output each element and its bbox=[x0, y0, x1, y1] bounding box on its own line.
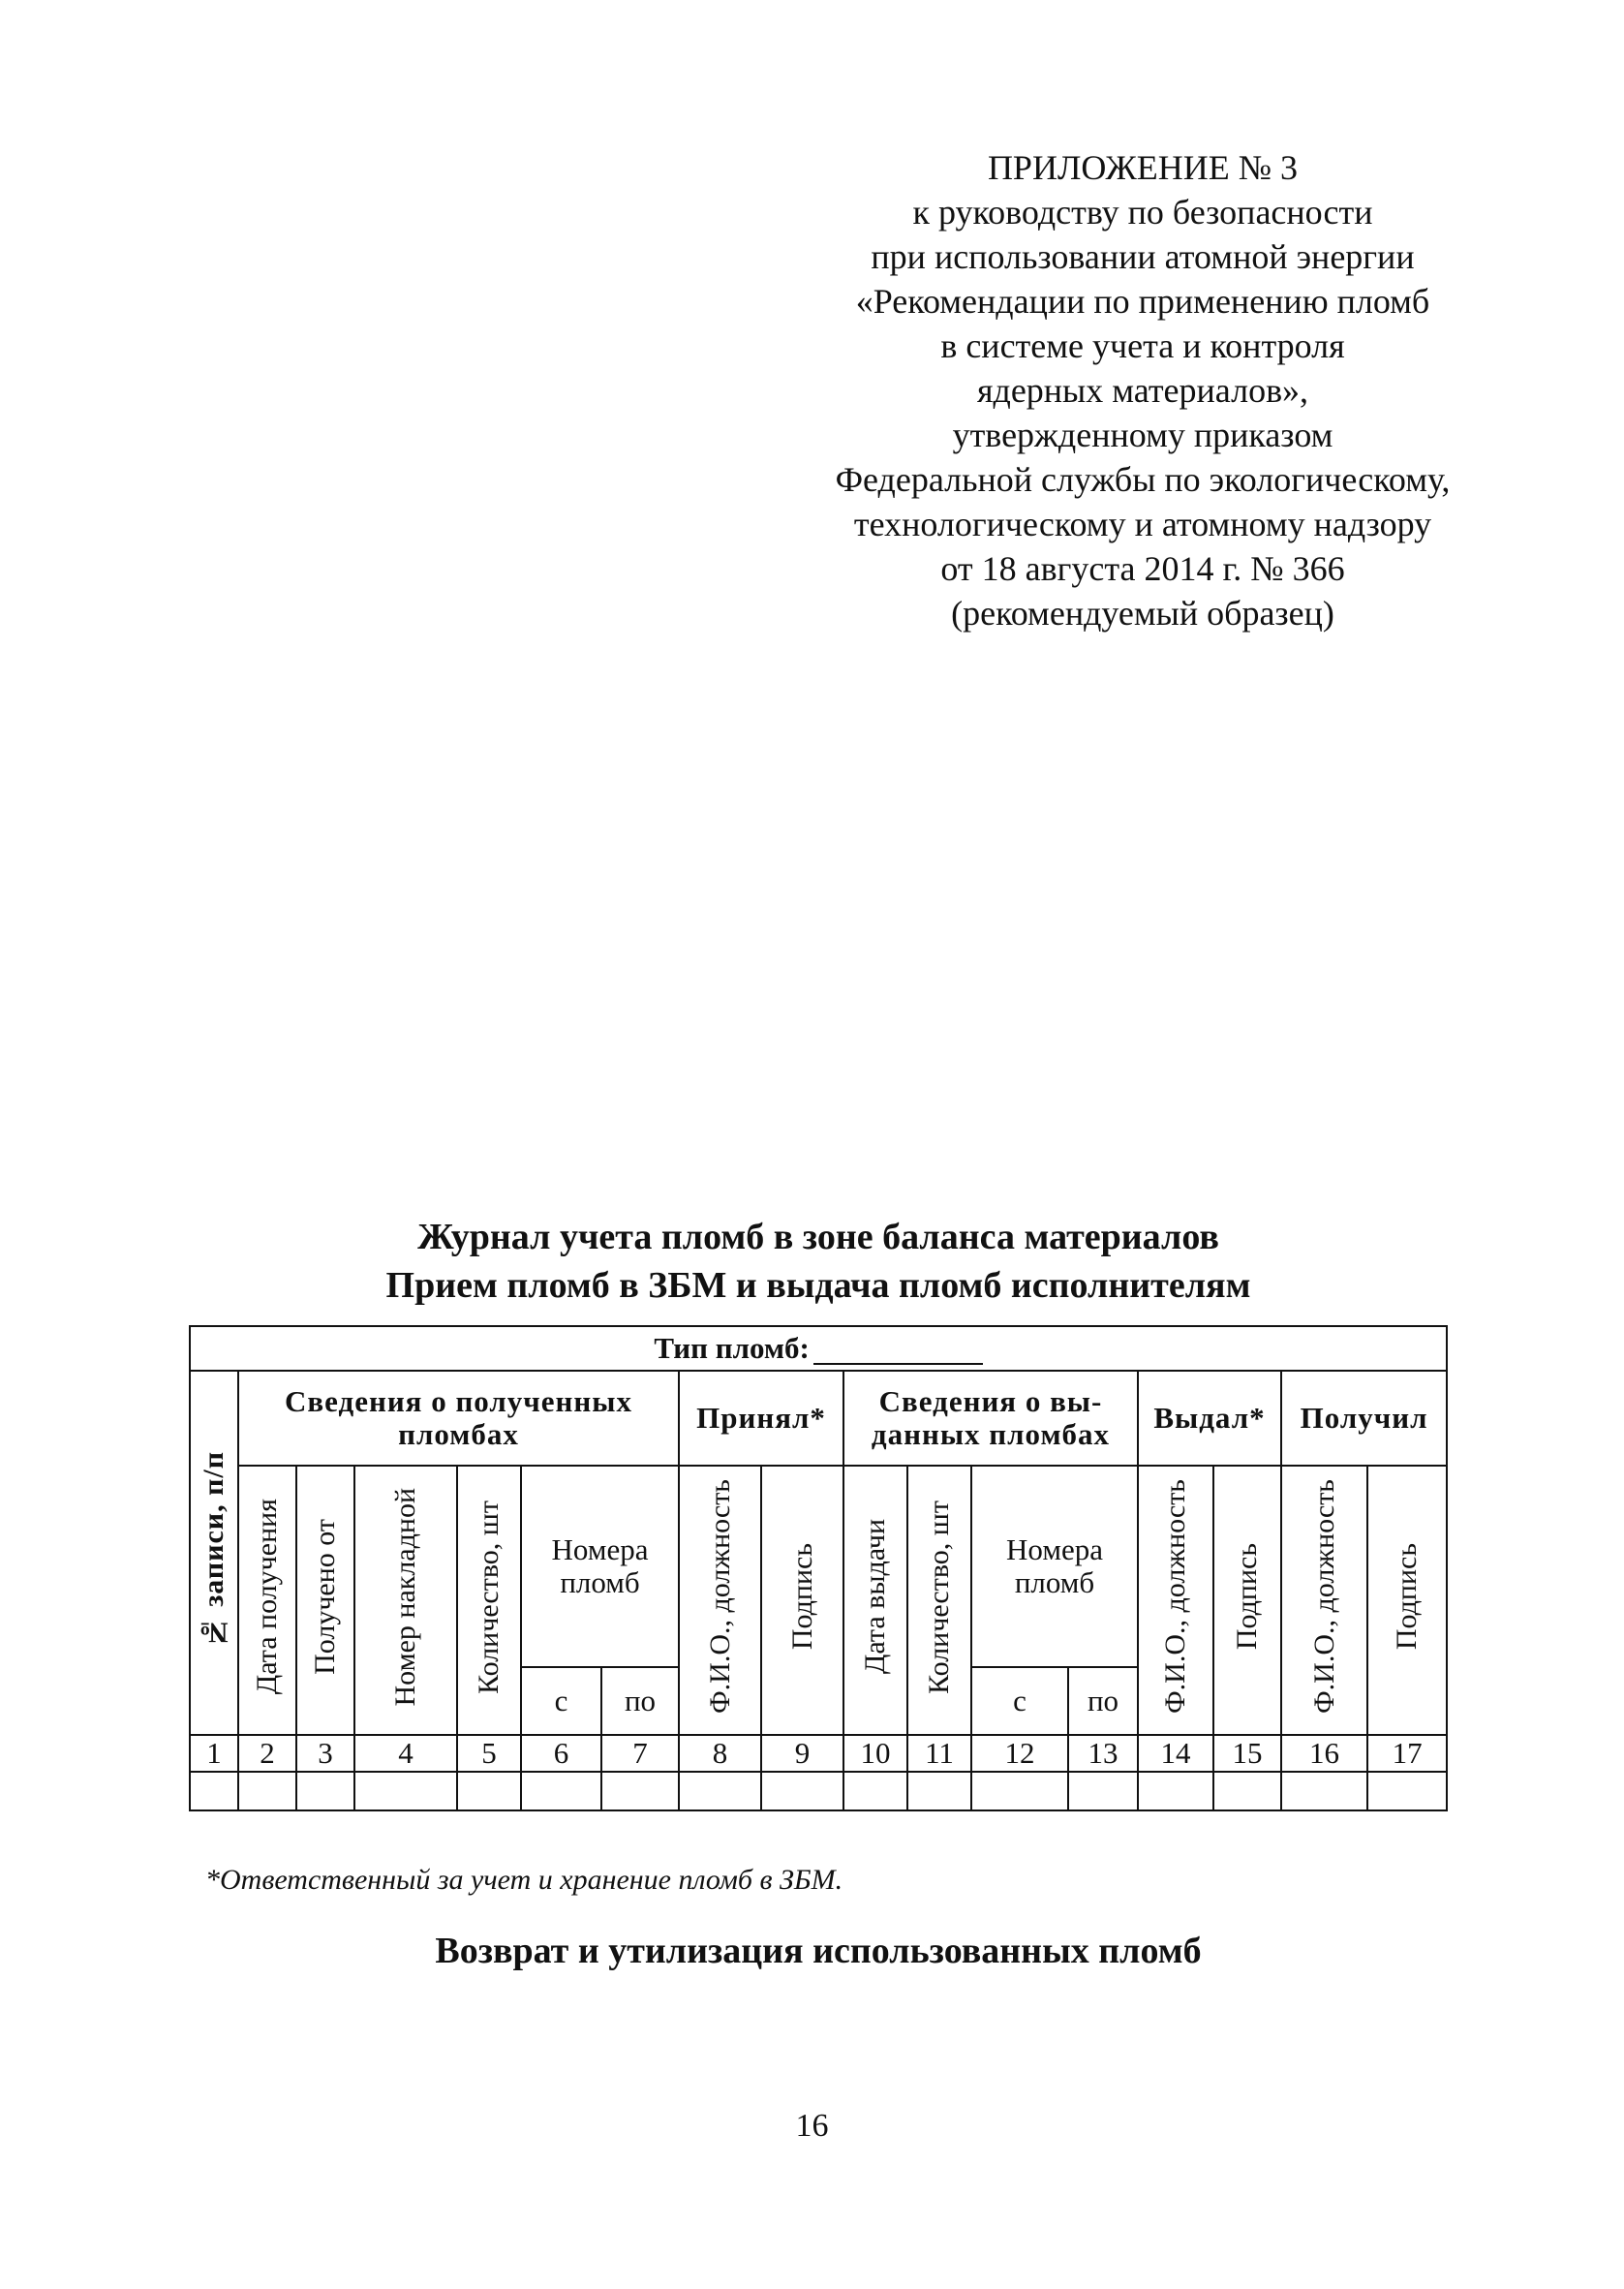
column-number: 13 bbox=[1068, 1735, 1138, 1772]
section-title: Возврат и утилизация использованных пломб bbox=[435, 1931, 1202, 1971]
appendix-line: к руководству по безопасности bbox=[912, 193, 1373, 232]
column-header-row bbox=[190, 1466, 1447, 1667]
col-from-issued: с bbox=[971, 1667, 1068, 1735]
column-number: 1 bbox=[190, 1735, 238, 1772]
group-accepted: Принял* bbox=[679, 1371, 843, 1466]
group-issued: Выдал* bbox=[1138, 1371, 1281, 1466]
column-label: Подпись bbox=[1391, 1543, 1424, 1651]
journal-titles bbox=[184, 1213, 1453, 1310]
group-issued-info: Сведения о вы-данных пломбах bbox=[843, 1371, 1138, 1466]
col-signature-got bbox=[1367, 1466, 1447, 1735]
column-label: Номер накладной bbox=[389, 1487, 421, 1707]
blank-cell bbox=[190, 1772, 238, 1810]
column-number: 17 bbox=[1367, 1735, 1447, 1772]
column-number: 6 bbox=[521, 1735, 601, 1772]
column-number-row bbox=[190, 1735, 1447, 1772]
group-received: Сведения о полученных пломбах bbox=[238, 1371, 679, 1466]
column-number: 11 bbox=[907, 1735, 971, 1772]
col-receipt-date bbox=[238, 1466, 296, 1735]
seal-journal-table bbox=[189, 1325, 1448, 1811]
group-got: Получил bbox=[1281, 1371, 1447, 1466]
type-label: Тип пломб: bbox=[654, 1331, 810, 1365]
blank-cell bbox=[601, 1772, 679, 1810]
footnote: *Ответственный за учет и хранение пломб в ЗБМ. bbox=[205, 1864, 843, 1896]
col-to: по bbox=[601, 1667, 679, 1735]
column-number: 16 bbox=[1281, 1735, 1367, 1772]
appendix-line: технологическому и атомному надзору bbox=[853, 505, 1432, 543]
column-label: Количество, шт bbox=[473, 1500, 505, 1694]
col-from: с bbox=[521, 1667, 601, 1735]
column-label: Подпись bbox=[785, 1543, 818, 1651]
blank-cell bbox=[1367, 1772, 1447, 1810]
col-fio-position-got bbox=[1281, 1466, 1367, 1735]
blank-cell bbox=[354, 1772, 457, 1810]
blank-cell bbox=[1138, 1772, 1213, 1810]
column-label: Ф.И.О., должность bbox=[1159, 1479, 1191, 1715]
column-number: 7 bbox=[601, 1735, 679, 1772]
column-number: 8 bbox=[679, 1735, 761, 1772]
blank-cell bbox=[761, 1772, 843, 1810]
blank-cell bbox=[843, 1772, 907, 1810]
appendix-line: ядерных материалов», bbox=[976, 371, 1309, 410]
type-input-line bbox=[813, 1338, 983, 1365]
appendix-header bbox=[736, 145, 1549, 635]
appendix-line: в системе учета и контроля bbox=[940, 326, 1345, 365]
col-issue-date bbox=[843, 1466, 907, 1735]
column-number: 4 bbox=[354, 1735, 457, 1772]
col-invoice-no bbox=[354, 1466, 457, 1735]
col-quantity-issued bbox=[907, 1466, 971, 1735]
col-to-issued: по bbox=[1068, 1667, 1138, 1735]
blank-cell bbox=[238, 1772, 296, 1810]
col-signature-issued bbox=[1213, 1466, 1281, 1735]
column-label: Получено от bbox=[309, 1519, 341, 1675]
column-number: 5 bbox=[457, 1735, 521, 1772]
journal-title: Журнал учета пломб в зоне баланса материалов bbox=[417, 1217, 1219, 1257]
column-label: Дата выдачи bbox=[859, 1519, 891, 1675]
blank-cell bbox=[457, 1772, 521, 1810]
blank-cell bbox=[1068, 1772, 1138, 1810]
column-number: 10 bbox=[843, 1735, 907, 1772]
col-fio-position-issued bbox=[1138, 1466, 1213, 1735]
blank-cell bbox=[521, 1772, 601, 1810]
column-number: 12 bbox=[971, 1735, 1068, 1772]
appendix-line: (рекомендуемый образец) bbox=[951, 594, 1334, 633]
column-label: Количество, шт bbox=[923, 1500, 955, 1694]
col-seal-numbers: Номера пломб bbox=[521, 1466, 679, 1667]
group-header-row bbox=[190, 1371, 1447, 1466]
column-number: 9 bbox=[761, 1735, 843, 1772]
type-cell bbox=[190, 1326, 1447, 1371]
appendix-line: «Рекомендации по применению пломб bbox=[855, 282, 1430, 321]
journal-subtitle: Прием пломб в ЗБМ и выдача пломб исполнителям bbox=[385, 1265, 1251, 1306]
appendix-line: Федеральной службы по экологическому, bbox=[835, 460, 1451, 499]
column-number: 2 bbox=[238, 1735, 296, 1772]
blank-cell bbox=[1213, 1772, 1281, 1810]
column-label: Ф.И.О., должность bbox=[1307, 1479, 1340, 1715]
col-fio-position bbox=[679, 1466, 761, 1735]
column-label: Ф.И.О., должность bbox=[703, 1479, 736, 1715]
col-quantity bbox=[457, 1466, 521, 1735]
column-label: № записи, п/п bbox=[198, 1450, 230, 1649]
blank-cell bbox=[296, 1772, 354, 1810]
record-no-header bbox=[190, 1371, 238, 1735]
blank-entry-row bbox=[190, 1772, 1447, 1810]
column-label: Дата получения bbox=[251, 1499, 283, 1695]
appendix-line: утвержденному приказом bbox=[952, 416, 1333, 454]
column-label: Подпись bbox=[1231, 1543, 1263, 1651]
appendix-line: при использовании атомной энергии bbox=[871, 237, 1415, 276]
appendix-line: ПРИЛОЖЕНИЕ № 3 bbox=[987, 148, 1299, 187]
column-number: 14 bbox=[1138, 1735, 1213, 1772]
col-received-from bbox=[296, 1466, 354, 1735]
appendix-line: от 18 августа 2014 г. № 366 bbox=[940, 549, 1345, 588]
blank-cell bbox=[971, 1772, 1068, 1810]
column-number: 3 bbox=[296, 1735, 354, 1772]
col-seal-numbers-issued: Номера пломб bbox=[971, 1466, 1138, 1667]
col-signature bbox=[761, 1466, 843, 1735]
column-number: 15 bbox=[1213, 1735, 1281, 1772]
blank-cell bbox=[907, 1772, 971, 1810]
blank-cell bbox=[679, 1772, 761, 1810]
type-row bbox=[190, 1326, 1447, 1371]
page-number: 16 bbox=[795, 2108, 829, 2144]
blank-cell bbox=[1281, 1772, 1367, 1810]
